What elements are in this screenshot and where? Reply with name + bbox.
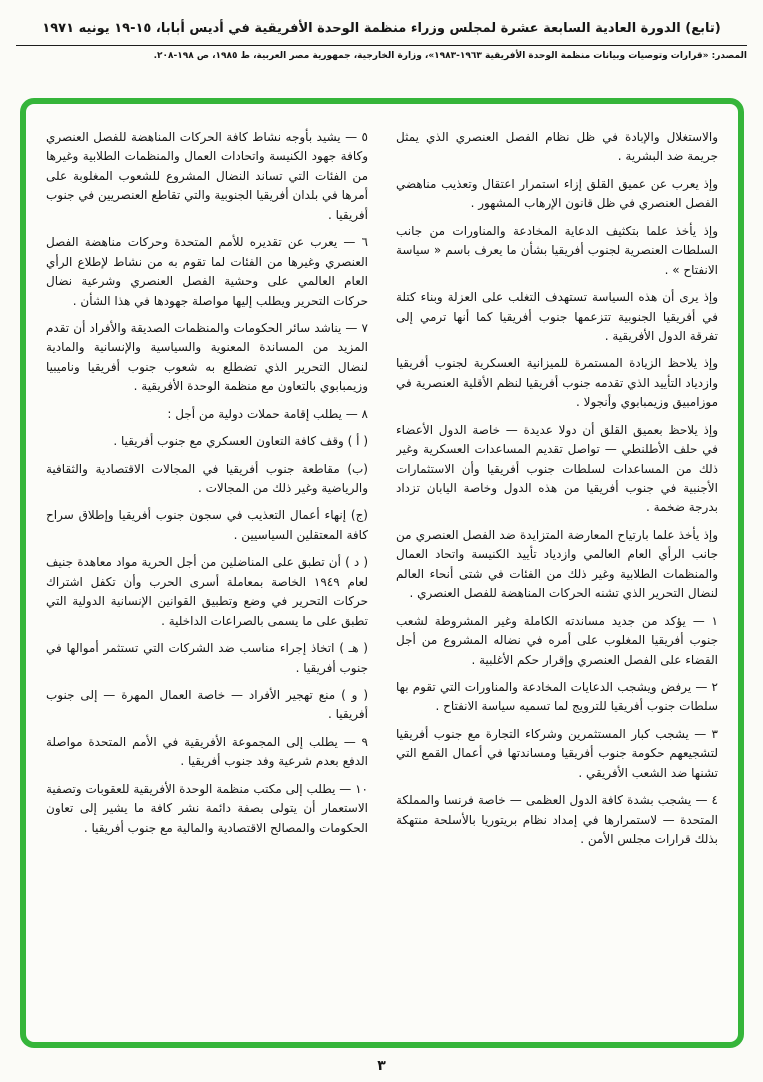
paragraph: وإذ يلاحظ الزيادة المستمرة للميزانية العسكرية لجنوب أفريقيا وازدياد التأييد الذي تقدمه جنوب أفريقيا لنظم الأقلية العنصرية في موزامبيق وزيمبابوي وأنجولا . [396,356,718,410]
left-column [46,128,368,1024]
paragraph: وإذ يأخذ علما بارتياح المعارضة المتزايدة ضد الفصل العنصري من جانب الرأي العام العالمي وازدياد تأييد الكنيسة واتحاد العمال والمنظمات الطلابية وغير ذلك من الفئات في شتى أنحاء العالم لنضال التحرير الذي تشنه الحركات المناهضة للفصل العنصري . [396,527,718,601]
right-column [396,128,718,1024]
paragraph: ( و ) منع تهجير الأفراد — خاصة العمال المهرة — إلى جنوب أفريقيا . [46,687,368,722]
paragraph: ٦ — يعرب عن تقديره للأمم المتحدة وحركات مناهضة الفصل العنصري وغيرها من الفئات لما تقوم به من نشاط لإطلاع الرأي العام العالمي على وحشية الفصل العنصري وشرعية نضال حركات التحرير ويطلب إليها مواصلة جهودها في هذا الشأن . [46,235,368,308]
paragraph: ١٠ — يطلب إلى مكتب منظمة الوحدة الأفريقية للعقوبات وتصفية الاستعمار أن يتولى بصفة دائمة نشر كافة ما يشير إلى تعاون الحكومات والمصالح الاقتصادية والمالية مع جنوب أفريقيا . [46,781,368,835]
paragraph: ٧ — يناشد سائر الحكومات والمنظمات الصديقة والأفراد أن تقدم المزيد من المساندة المعنوية والسياسية والإنسانية والمادية لنضال التحرير الذي تضطلع به شعوب جنوب أفريقيا وناميبيا وزيمبابوي بالتعاون مع منظمة الوحدة الأفريقية . [46,320,368,394]
paragraph: ٣ — يشجب كبار المستثمرين وشركاء التجارة مع جنوب أفريقيا لتشجيعهم حكومة جنوب أفريقيا ومساندتها في أعمال القمع التي تشنها ضد الشعب الأفريقي . [396,726,718,780]
paragraph: ٤ — يشجب بشدة كافة الدول العظمى — خاصة فرنسا والمملكة المتحدة — لاستمرارها في إمداد نظام بريتوريا بالأسلحة منتهكة بذلك قرارات مجلس الأمن . [396,793,718,846]
paragraph: ( أ ) وقف كافة التعاون العسكري مع جنوب أفريقيا . [113,434,368,449]
paragraph: وإذ يعرب عن عميق القلق إزاء استمرار اعتقال وتعذيب مناهضي الفصل العنصري في ظل قانون الإرهاب المشهور . [396,176,718,211]
paragraph: وإذ يلاحظ بعميق القلق أن دولا عديدة — خاصة الدول الأعضاء في حلف الأطلنطي — تواصل تقديم المساعدات العسكرية وغير ذلك من المساعدات لسلطات جنوب أفريقيا وأن الاستثمارات الأجنبية في جنوب أفريقيا من هذه الدول وخاصة اليابان تزداد بدرجة ضخمة . [396,422,718,515]
paragraph: (ب) مقاطعة جنوب أفريقيا في المجالات الاقتصادية والثقافية والرياضية وغير ذلك من المجالات . [46,461,368,495]
paragraph: وإذ يرى أن هذه السياسة تستهدف التغلب على العزلة وبناء كتلة في أفريقيا الجنوبية تتزعمها جنوب أفريقيا كما أنها ترمي إلى تفرقة الدول الأفريقية . [396,290,718,343]
paragraph: ( د ) أن تطبق على المناضلين من أجل الحرية مواد معاهدة جنيف لعام ١٩٤٩ الخاصة بمعاملة أسرى الحرب وأن تكفل اشتراك حركات التحرير في وضع وتطبيق القوانين الإنسانية الدولية التي تطبق على ما يسمى بالصراعات الداخلية . [46,555,368,628]
page-number: ٣ [377,1058,386,1074]
header-divider [16,45,747,46]
text-columns [46,128,718,1024]
source-line: المصدر: «قرارات وتوصيات وبيانات منظمة الوحدة الأفريقية ١٩٦٣-١٩٨٣»، وزارة الخارجية، جمهورية مصر العربية، ط ١٩٨٥، ص ١٩٨-٢٠٨. [153,50,747,61]
paragraph: ( هـ ) اتخاذ إجراء مناسب ضد الشركات التي تستثمر أموالها في جنوب أفريقيا . [46,641,368,675]
page-header [0,0,763,62]
paragraph: والاستغلال والإبادة في ظل نظام الفصل العنصري الذي يمثل جريمة ضد البشرية . [396,130,718,164]
paragraph: ٩ — يطلب إلى المجموعة الأفريقية في الأمم المتحدة مواصلة الدفع بعدم شرعية وفد جنوب أفريقيا . [46,734,368,769]
paragraph: وإذ يأخذ علما بتكثيف الدعاية المخادعة والمناورات من جانب السلطات العنصرية لجنوب أفريقيا بشأن ما يعرف باسم « سياسة الانفتاح » . [396,223,718,277]
header-title: (تابع) الدورة العادية السابعة عشرة لمجلس وزراء منظمة الوحدة الأفريقية في أديس أبابا، ١٥-١٩ يونيه ١٩٧١ [42,21,721,36]
paragraph: ٢ — يرفض ويشجب الدعايات المخادعة والمناورات التي تقوم بها سلطات جنوب أفريقيا للترويج لما تسميه سياسة الانفتاح . [396,679,718,714]
paragraph: ١ — يؤكد من جديد مساندته الكاملة وغير المشروطة لشعب جنوب أفريقيا المغلوب على أمره في نضاله المشروع من أجل القضاء على الفصل العنصري وإقرار حكم الأغلبية . [396,613,718,667]
paragraph: ٨ — يطلب إقامة حملات دولية من أجل : [167,406,368,421]
paragraph: (ج) إنهاء أعمال التعذيب في سجون جنوب أفريقيا وإطلاق سراح كافة المعتقلين السياسيين . [46,508,368,542]
paragraph: ٥ — يشيد بأوجه نشاط كافة الحركات المناهضة للفصل العنصري وكافة جهود الكنيسة واتحادات العمال والمنظمات الطلابية وغيرها من الفئات التي تساند النضال المشروع للشعوب المغلوبة على أمرها في بلدان أفريقيا الجنوبية والتي تقاطع العنصريين في جنوب أفريقيا . [46,130,368,222]
content-frame [20,98,744,1048]
